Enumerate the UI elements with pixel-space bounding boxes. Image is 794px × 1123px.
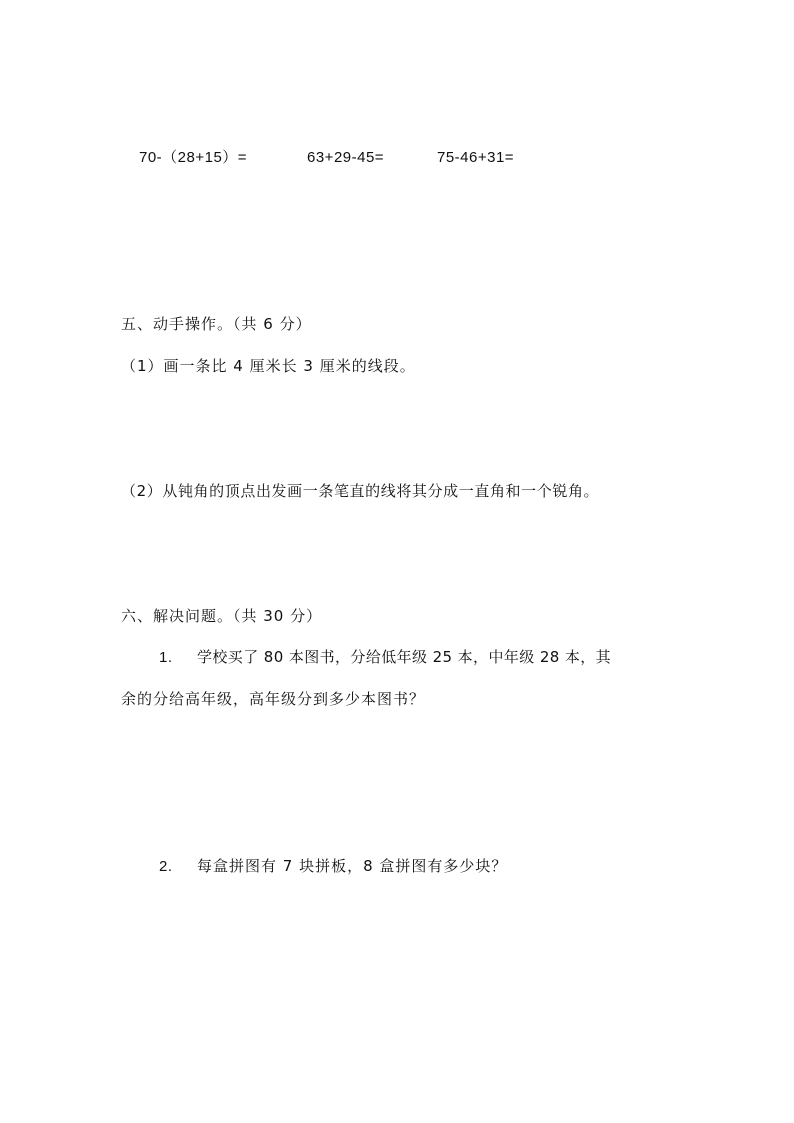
question-1-number: 1.	[159, 649, 173, 666]
question-2-text: 每盒拼图有 7 块拼板，8 盒拼图有多少块？	[197, 857, 508, 875]
section-five-heading: 五、动手操作。（共 6 分）	[121, 315, 312, 333]
expression-3: 75-46+31=	[437, 149, 515, 166]
question-1-line-2: 余的分给高年级，高年级分到多少本图书？	[121, 690, 426, 708]
section-six-heading: 六、解决问题。（共 30 分）	[121, 607, 323, 625]
expression-2: 63+29-45=	[307, 149, 385, 166]
section-five-item-1: （1）画一条比 4 厘米长 3 厘米的线段。	[121, 357, 416, 375]
expression-1: 70-（28+15）=	[139, 149, 248, 166]
question-1-line-1: 学校买了 80 本图书，分给低年级 25 本，中年级 28 本，其	[197, 648, 612, 666]
question-2-number: 2.	[159, 858, 173, 875]
section-five-item-2: （2）从钝角的顶点出发画一条笔直的线将其分成一直角和一个锐角。	[121, 482, 600, 500]
